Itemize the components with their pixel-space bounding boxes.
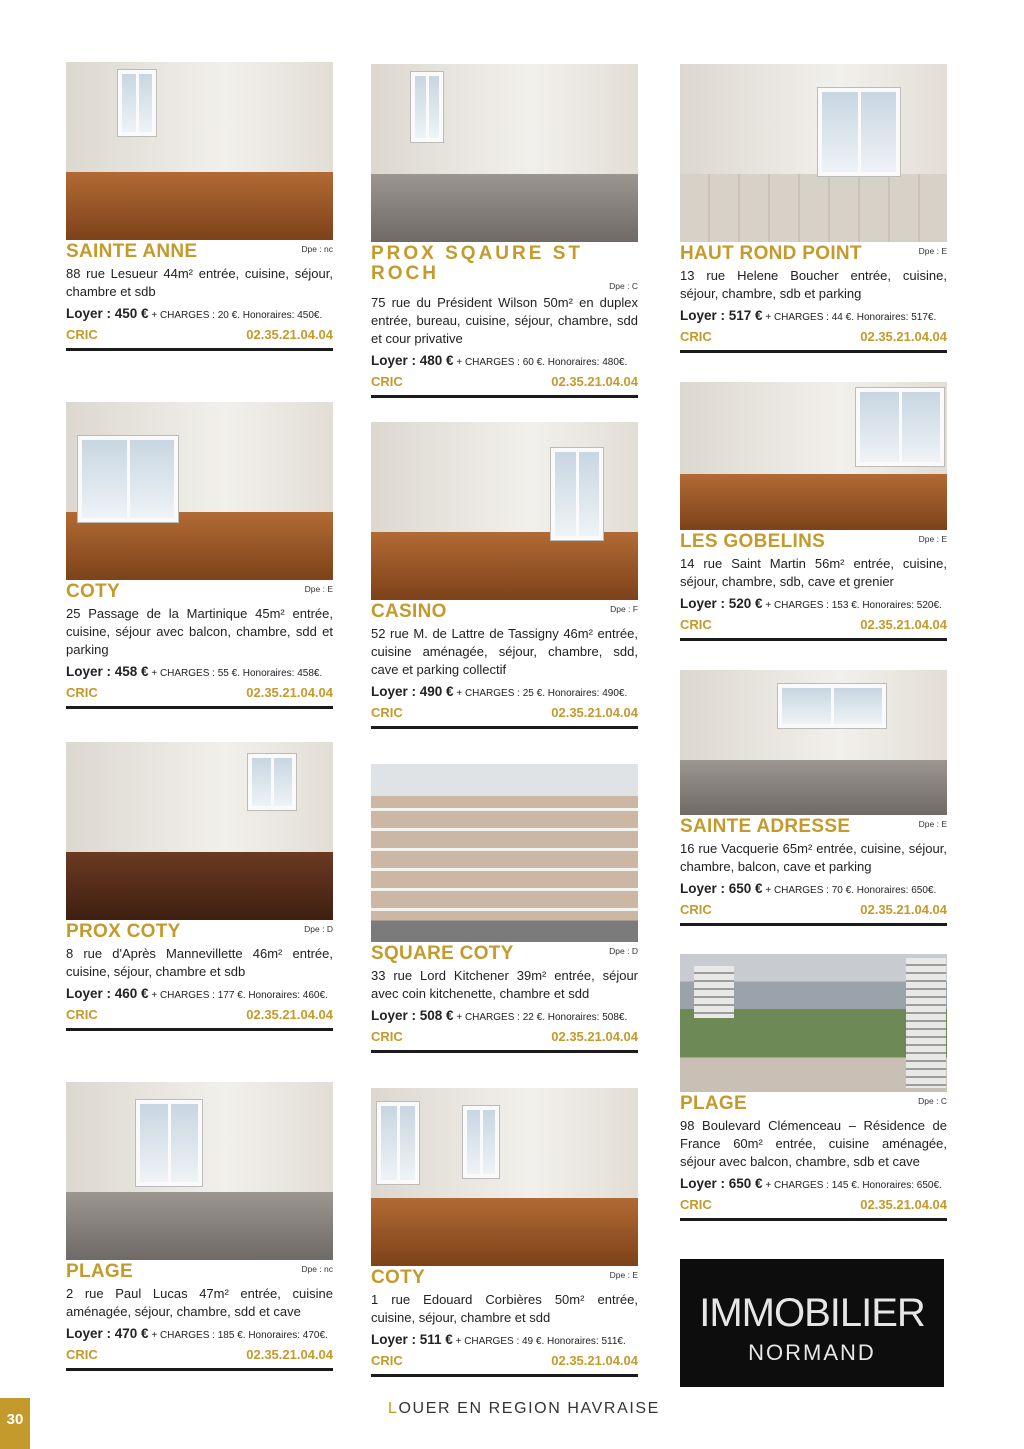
listing-price — [371, 1008, 638, 1026]
listing-title: PROX COTY — [66, 921, 181, 942]
listing-description: 1 rue Edouard Corbières 50m² entrée, cuisine, séjour, chambre et sdd — [371, 1292, 638, 1325]
phone-number: 02.35.21.04.04 — [246, 685, 333, 700]
listing-card — [66, 62, 333, 351]
charges-text: + CHARGES : 22 €. Honoraires: 508€. — [453, 1012, 628, 1023]
listing-footer — [66, 326, 333, 351]
listing-price — [371, 684, 638, 702]
dpe-rating: Dpe : F — [610, 604, 638, 614]
phone-number: 02.35.21.04.04 — [551, 374, 638, 389]
listing-price — [66, 986, 333, 1004]
listing-card — [371, 64, 638, 398]
listing-photo — [66, 402, 333, 580]
phone-number: 02.35.21.04.04 — [860, 1197, 947, 1212]
dpe-rating: Dpe : E — [609, 1270, 638, 1280]
listing-photo — [66, 62, 333, 240]
listing-title: COTY — [66, 581, 120, 602]
listing-photo — [680, 670, 947, 815]
rent-label: Loyer : 458 € — [66, 664, 149, 679]
rent-label: Loyer : 508 € — [371, 1008, 454, 1023]
listing-price — [371, 353, 638, 371]
listing-photo — [371, 1088, 638, 1266]
listing-description: 33 rue Lord Kitchener 39m² entrée, séjour avec coin kitchenette, chambre et sdd — [371, 968, 638, 1001]
listing-price — [66, 1326, 333, 1344]
listing-title: PLAGE — [680, 1093, 747, 1114]
rent-label: Loyer : 490 € — [371, 684, 454, 699]
listing-description: 52 rue M. de Lattre de Tassigny 46m² entrée, cuisine aménagée, séjour, chambre, sdd, cave et parking collectif — [371, 626, 638, 677]
listing-footer — [371, 704, 638, 729]
phone-number: 02.35.21.04.04 — [551, 1029, 638, 1044]
listing-photo — [371, 64, 638, 242]
phone-number: 02.35.21.04.04 — [860, 902, 947, 917]
charges-text: + CHARGES : 55 €. Honoraires: 458€. — [148, 668, 323, 679]
listing-description: 8 rue d'Après Mannevillette 46m² entrée, cuisine, séjour, chambre et sdb — [66, 946, 333, 979]
agency-name: CRIC — [371, 1029, 403, 1044]
listing-footer — [66, 684, 333, 709]
listing-price — [371, 1332, 638, 1350]
listing-card — [66, 1082, 333, 1371]
agency-name: CRIC — [66, 327, 98, 342]
listing-footer — [680, 1196, 947, 1221]
listing-title: SAINTE ANNE — [66, 241, 198, 262]
listing-title: LES GOBELINS — [680, 531, 826, 552]
listing-description: 13 rue Helene Boucher entrée, cuisine, séjour, chambre, sdb et parking — [680, 268, 947, 301]
dpe-rating: Dpe : E — [918, 819, 947, 829]
listing-card — [66, 402, 333, 709]
charges-text: + CHARGES : 177 €. Honoraires: 460€. — [148, 990, 328, 1001]
listing-footer — [66, 1346, 333, 1371]
rent-label: Loyer : 511 € — [371, 1332, 453, 1347]
footer-title-initial: L — [388, 1400, 399, 1417]
listing-footer — [680, 328, 947, 353]
rent-label: Loyer : 470 € — [66, 1326, 149, 1341]
rent-label: Loyer : 480 € — [371, 353, 454, 368]
agency-name: CRIC — [66, 1007, 98, 1022]
rent-label: Loyer : 450 € — [66, 306, 149, 321]
dpe-rating: Dpe : E — [918, 534, 947, 544]
rent-label: Loyer : 650 € — [680, 881, 763, 896]
listing-description: 25 Passage de la Martinique 45m² entrée, cuisine, séjour avec balcon, chambre, sdd et parking — [66, 606, 333, 657]
charges-text: + CHARGES : 25 €. Honoraires: 490€. — [453, 688, 628, 699]
dpe-rating: Dpe : C — [609, 281, 638, 291]
listing-photo — [371, 764, 638, 942]
listing-title: PLAGE — [66, 1261, 133, 1282]
listing-price — [680, 881, 947, 899]
phone-number: 02.35.21.04.04 — [860, 617, 947, 632]
listing-title: COTY — [371, 1267, 425, 1288]
listing-description: 88 rue Lesueur 44m² entrée, cuisine, séjour, chambre et sdb — [66, 266, 333, 299]
listing-description: 14 rue Saint Martin 56m² entrée, cuisine, séjour, chambre, sdb, cave et grenier — [680, 556, 947, 589]
phone-number: 02.35.21.04.04 — [551, 1353, 638, 1368]
listing-price — [66, 664, 333, 682]
dpe-rating: Dpe : nc — [301, 244, 333, 254]
listing-price — [680, 1176, 947, 1194]
phone-number: 02.35.21.04.04 — [246, 327, 333, 342]
charges-text: + CHARGES : 44 €. Honoraires: 517€. — [762, 312, 937, 323]
listing-title: PROX SQAURE ST ROCH — [371, 243, 583, 284]
charges-text: + CHARGES : 49 €. Honoraires: 511€. — [452, 1336, 626, 1347]
section-footer-title — [388, 1400, 660, 1418]
listing-card — [371, 764, 638, 1053]
listing-title: CASINO — [371, 601, 447, 622]
charges-text: + CHARGES : 153 €. Honoraires: 520€. — [762, 600, 942, 611]
listing-price — [680, 596, 947, 614]
agency-name: CRIC — [371, 374, 403, 389]
listing-footer — [371, 1352, 638, 1377]
listing-title: HAUT ROND POINT — [680, 243, 862, 264]
listing-photo — [371, 422, 638, 600]
dpe-rating: Dpe : D — [609, 946, 638, 956]
listing-description: 16 rue Vacquerie 65m² entrée, cuisine, séjour, chambre, balcon, cave et parking — [680, 841, 947, 874]
listing-price — [680, 308, 947, 326]
footer-title-text: OUER EN REGION HAVRAISE — [398, 1400, 660, 1417]
listing-footer — [66, 1006, 333, 1031]
listing-card — [680, 670, 947, 926]
charges-text: + CHARGES : 70 €. Honoraires: 650€. — [762, 885, 937, 896]
listing-card — [371, 1088, 638, 1377]
page-number: 30 — [0, 1398, 30, 1449]
rent-label: Loyer : 460 € — [66, 986, 149, 1001]
listing-footer — [371, 373, 638, 398]
agency-name: CRIC — [680, 617, 712, 632]
listing-photo — [680, 64, 947, 242]
logo-line-1: IMMOBILIER — [699, 1291, 925, 1335]
listing-footer — [371, 1028, 638, 1053]
rent-label: Loyer : 520 € — [680, 596, 763, 611]
agency-name: CRIC — [66, 685, 98, 700]
listing-title: SQUARE COTY — [371, 943, 514, 964]
listing-photo — [680, 954, 947, 1092]
dpe-rating: Dpe : C — [918, 1096, 947, 1106]
agency-name: CRIC — [371, 705, 403, 720]
phone-number: 02.35.21.04.04 — [551, 705, 638, 720]
charges-text: + CHARGES : 185 €. Honoraires: 470€. — [148, 1330, 328, 1341]
listing-price — [66, 306, 333, 324]
charges-text: + CHARGES : 145 €. Honoraires: 650€. — [762, 1180, 942, 1191]
listing-photo — [66, 742, 333, 920]
listing-description: 75 rue du Président Wilson 50m² en duplex entrée, bureau, cuisine, séjour, chambre, sdd et cour privative — [371, 295, 638, 346]
rent-label: Loyer : 517 € — [680, 308, 763, 323]
dpe-rating: Dpe : E — [918, 246, 947, 256]
dpe-rating: Dpe : D — [304, 924, 333, 934]
phone-number: 02.35.21.04.04 — [860, 329, 947, 344]
listing-photo — [66, 1082, 333, 1260]
listing-card — [66, 742, 333, 1031]
listing-photo — [680, 382, 947, 530]
listing-description: 2 rue Paul Lucas 47m² entrée, cuisine aménagée, séjour, chambre, sdd et cave — [66, 1286, 333, 1319]
phone-number: 02.35.21.04.04 — [246, 1007, 333, 1022]
listing-title: SAINTE ADRESSE — [680, 816, 851, 837]
listing-card — [680, 64, 947, 353]
listing-footer — [680, 616, 947, 641]
agency-name: CRIC — [680, 1197, 712, 1212]
dpe-rating: Dpe : nc — [301, 1264, 333, 1274]
dpe-rating: Dpe : E — [304, 584, 333, 594]
listing-description: 98 Boulevard Clémenceau – Résidence de France 60m² entrée, cuisine aménagée, séjour avec balcon, chambre, sdb et cave — [680, 1118, 947, 1169]
agency-name: CRIC — [680, 902, 712, 917]
rent-label: Loyer : 650 € — [680, 1176, 763, 1191]
charges-text: + CHARGES : 20 €. Honoraires: 450€. — [148, 310, 323, 321]
agency-name: CRIC — [371, 1353, 403, 1368]
listing-card — [680, 954, 947, 1221]
logo-line-2: NORMAND — [748, 1340, 876, 1365]
agency-name: CRIC — [66, 1347, 98, 1362]
listing-footer — [680, 901, 947, 926]
phone-number: 02.35.21.04.04 — [246, 1347, 333, 1362]
listing-card — [371, 422, 638, 729]
agency-name: CRIC — [680, 329, 712, 344]
charges-text: + CHARGES : 60 €. Honoraires: 480€. — [453, 357, 628, 368]
immobilier-normand-logo — [680, 1259, 944, 1387]
listing-card — [680, 382, 947, 641]
